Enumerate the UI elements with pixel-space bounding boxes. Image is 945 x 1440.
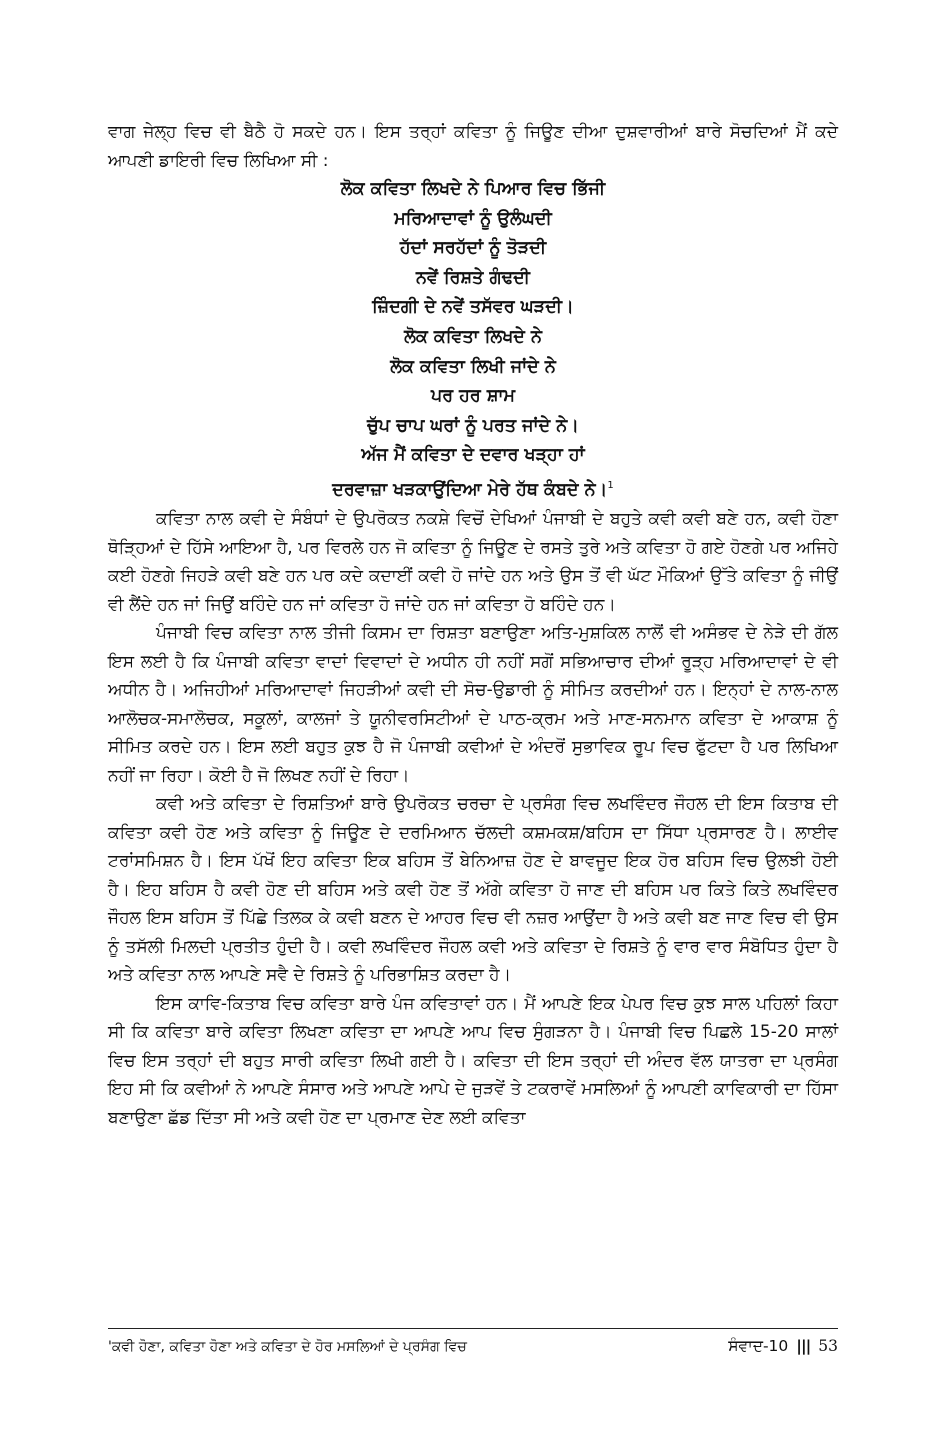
poem-line: ਨਵੇਂ ਰਿਸ਼ਤੇ ਗੰਢਦੀ	[416, 267, 530, 288]
poem-line: ਚੁੱਪ ਚਾਪ ਘਰਾਂ ਨੂੰ ਪਰਤ ਜਾਂਦੇ ਨੇ।	[367, 415, 579, 436]
journal-name: ਸੰਵਾਦ-10	[728, 1337, 789, 1355]
footnote-marker: 1	[607, 479, 614, 491]
footer-right	[728, 1337, 838, 1356]
poem-last-line	[108, 471, 838, 505]
separator-mark: |||	[796, 1337, 811, 1355]
body-paragraph: ਪੰਜਾਬੀ ਵਿਚ ਕਵਿਤਾ ਨਾਲ ਤੀਜੀ ਕਿਸਮ ਦਾ ਰਿਸ਼ਤਾ ਬਣਾਉਣਾ ਅਤਿ-ਮੁਸ਼ਕਿਲ ਨਾਲੋਂ ਵੀ ਅਸੰਭਵ ਦੇ ਨੇੜੇ ਦੀ ਗੱਲ ਇਸ ਲਈ ਹੈ ਕਿ ਪੰਜਾਬੀ ਕਵਿਤਾ ਵਾਦਾਂ ਵਿਵਾਦਾਂ ਦੇ ਅਧੀਨ ਹੀ ਨਹੀਂ ਸਗੋਂ ਸਭਿਆਚਾਰ ਦੀਆਂ ਰੂੜ੍ਹ ਮਰਿਆਦਾਵਾਂ ਦੇ ਵੀ ਅਧੀਨ ਹੈ। ਅਜਿਹੀਆਂ ਮਰਿਆਦਾਵਾਂ ਜਿਹੜੀਆਂ ਕਵੀ ਦੀ ਸੋਚ-ਉਡਾਰੀ ਨੂੰ ਸੀਮਿਤ ਕਰਦੀਆਂ ਹਨ। ਇਨ੍ਹਾਂ ਦੇ ਨਾਲ-ਨਾਲ ਆਲੋਚਕ-ਸਮਾਲੋਚਕ, ਸਕੂਲਾਂ, ਕਾਲਜਾਂ ਤੇ ਯੂਨੀਵਰਸਿਟੀਆਂ ਦੇ ਪਾਠ-ਕ੍ਰਮ ਅਤੇ ਮਾਣ-ਸਨਮਾਨ ਕਵਿਤਾ ਦੇ ਆਕਾਸ਼ ਨੂੰ ਸੀਮਿਤ ਕਰਦੇ ਹਨ। ਇਸ ਲਈ ਬਹੁਤ ਕੁਝ ਹੈ ਜੋ ਪੰਜਾਬੀ ਕਵੀਆਂ ਦੇ ਅੰਦਰੋਂ ਸੁਭਾਵਿਕ ਰੂਪ ਵਿਚ ਫੁੱਟਦਾ ਹੈ ਪਰ ਲਿਖਿਆ ਨਹੀਂ ਜਾ ਰਿਹਾ। ਕੋਈ ਹੈ ਜੋ ਲਿਖਣ ਨਹੀਂ ਦੇ ਰਿਹਾ।	[108, 623, 838, 786]
poem-line: ਮਰਿਆਦਾਵਾਂ ਨੂੰ ਉਲੰਘਦੀ	[394, 208, 552, 229]
running-title: 'ਕਵੀ ਹੋਣਾ, ਕਵਿਤਾ ਹੋਣਾ ਅਤੇ ਕਵਿਤਾ ਦੇ ਹੋਰ ਮਸਲਿਆਂ ਦੇ ਪ੍ਰਸੰਗ ਵਿਚ	[108, 1339, 467, 1355]
poem-line: ਲੋਕ ਕਵਿਤਾ ਲਿਖੀ ਜਾਂਦੇ ਨੇ	[390, 356, 556, 377]
intro-paragraph: ਵਾਗ ਜੇਲ੍ਹ ਵਿਚ ਵੀ ਬੈਠੈ ਹੋ ਸਕਦੇ ਹਨ। ਇਸ ਤਰ੍ਹਾਂ ਕਵਿਤਾ ਨੂੰ ਜਿਊਣ ਦੀਆ ਦੁਸ਼ਵਾਰੀਆਂ ਬਾਰੇ ਸੋਚਦਿਆਂ ਮੈਂ ਕਦੇ ਆਪਣੀ ਡਾਇਰੀ ਵਿਚ ਲਿਖਿਆ ਸੀ :	[108, 122, 838, 171]
footer-row	[108, 1337, 838, 1356]
poem-block	[108, 175, 838, 505]
poem-line: ਹੱਦਾਂ ਸਰਹੱਦਾਂ ਨੂੰ ਤੋੜਦੀ	[399, 238, 547, 259]
poem-line: ਜ਼ਿੰਦਗੀ ਦੇ ਨਵੇਂ ਤਸੱਵਰ ਘੜਦੀ।	[372, 297, 574, 318]
page-body	[108, 118, 838, 1132]
poem-line: ਦਰਵਾਜ਼ਾ ਖੜਕਾਉਂਦਿਆ ਮੇਰੇ ਹੱਥ ਕੰਬਦੇ ਨੇ।	[332, 479, 608, 500]
poem-line: ਲੋਕ ਕਵਿਤਾ ਲਿਖਦੇ ਨੇ ਪਿਆਰ ਵਿਚ ਭਿੱਜੀ	[340, 179, 606, 199]
footer-divider	[108, 1328, 838, 1329]
body-paragraph: ਕਵਿਤਾ ਨਾਲ ਕਵੀ ਦੇ ਸੰਬੰਧਾਂ ਦੇ ਉਪਰੋਕਤ ਨਕਸ਼ੇ ਵਿਚੋਂ ਦੇਖਿਆਂ ਪੰਜਾਬੀ ਦੇ ਬਹੁਤੇ ਕਵੀ ਕਵੀ ਬਣੇ ਹਨ, ਕਵੀ ਹੋਣਾ ਥੋੜ੍ਹਿਆਂ ਦੇ ਹਿੱਸੇ ਆਇਆ ਹੈ, ਪਰ ਵਿਰਲੇ ਹਨ ਜੋ ਕਵਿਤਾ ਨੂੰ ਜਿਊਣ ਦੇ ਰਸਤੇ ਤੁਰੇ ਅਤੇ ਕਵਿਤਾ ਹੋ ਗਏ ਹੋਣਗੇ ਪਰ ਅਜਿਹੇ ਕਈ ਹੋਣਗੇ ਜਿਹੜੇ ਕਵੀ ਬਣੇ ਹਨ ਪਰ ਕਦੇ ਕਦਾਈਂ ਕਵੀ ਹੋ ਜਾਂਦੇ ਹਨ ਅਤੇ ਉਸ ਤੋਂ ਵੀ ਘੱਟ ਮੌਕਿਆਂ ਉੱਤੇ ਕਵਿਤਾ ਨੂੰ ਜੀਉਂ ਵੀ ਲੈਂਦੇ ਹਨ ਜਾਂ ਜਿਉਂ ਬਹਿੰਦੇ ਹਨ ਜਾਂ ਕਵਿਤਾ ਹੋ ਜਾਂਦੇ ਹਨ ਜਾਂ ਕਵਿਤਾ ਹੋ ਬਹਿੰਦੇ ਹਨ।	[108, 509, 838, 615]
poem-line: ਅੱਜ ਮੈਂ ਕਵਿਤਾ ਦੇ ਦਵਾਰ ਖੜ੍ਹਾ ਹਾਂ	[361, 445, 585, 466]
poem-line: ਪਰ ਹਰ ਸ਼ਾਮ	[430, 386, 516, 407]
poem-line: ਲੋਕ ਕਵਿਤਾ ਲਿਖਦੇ ਨੇ	[404, 326, 542, 347]
page-number: 53	[818, 1337, 838, 1355]
body-paragraph: ਇਸ ਕਾਵਿ-ਕਿਤਾਬ ਵਿਚ ਕਵਿਤਾ ਬਾਰੇ ਪੰਜ ਕਵਿਤਾਵਾਂ ਹਨ। ਮੈਂ ਆਪਣੇ ਇਕ ਪੇਪਰ ਵਿਚ ਕੁਝ ਸਾਲ ਪਹਿਲਾਂ ਕਿਹਾ ਸੀ ਕਿ ਕਵਿਤਾ ਬਾਰੇ ਕਵਿਤਾ ਲਿਖਣਾ ਕਵਿਤਾ ਦਾ ਆਪਣੇ ਆਪ ਵਿਚ ਸੁੰਗੜਨਾ ਹੈ। ਪੰਜਾਬੀ ਵਿਚ ਪਿਛਲੇ 15-20 ਸਾਲਾਂ ਵਿਚ ਇਸ ਤਰ੍ਹਾਂ ਦੀ ਬਹੁਤ ਸਾਰੀ ਕਵਿਤਾ ਲਿਖੀ ਗਈ ਹੈ। ਕਵਿਤਾ ਦੀ ਇਸ ਤਰ੍ਹਾਂ ਦੀ ਅੰਦਰ ਵੱਲ ਯਾਤਰਾ ਦਾ ਪ੍ਰਸੰਗ ਇਹ ਸੀ ਕਿ ਕਵੀਆਂ ਨੇ ਆਪਣੇ ਸੰਸਾਰ ਅਤੇ ਆਪਣੇ ਆਪੇ ਦੇ ਜੁੜਵੇਂ ਤੇ ਟਕਰਾਵੇਂ ਮਸਲਿਆਂ ਨੂੰ ਆਪਣੀ ਕਾਵਿਕਾਰੀ ਦਾ ਹਿੱਸਾ ਬਣਾਉਣਾ ਛੱਡ ਦਿੱਤਾ ਸੀ ਅਤੇ ਕਵੀ ਹੋਣ ਦਾ ਪ੍ਰਮਾਣ ਦੇਣ ਲਈ ਕਵਿਤਾ	[108, 993, 838, 1128]
page-footer	[108, 1328, 838, 1356]
body-paragraph: ਕਵੀ ਅਤੇ ਕਵਿਤਾ ਦੇ ਰਿਸ਼ਤਿਆਂ ਬਾਰੇ ਉਪਰੋਕਤ ਚਰਚਾ ਦੇ ਪ੍ਰਸੰਗ ਵਿਚ ਲਖਵਿੰਦਰ ਜੌਹਲ ਦੀ ਇਸ ਕਿਤਾਬ ਦੀ ਕਵਿਤਾ ਕਵੀ ਹੋਣ ਅਤੇ ਕਵਿਤਾ ਨੂੰ ਜਿਊਣ ਦੇ ਦਰਮਿਆਨ ਚੱਲਦੀ ਕਸ਼ਮਕਸ਼/ਬਹਿਸ ਦਾ ਸਿੱਧਾ ਪ੍ਰਸਾਰਣ ਹੈ। ਲਾਈਵ ਟਰਾਂਸਮਿਸ਼ਨ ਹੈ। ਇਸ ਪੱਖੋਂ ਇਹ ਕਵਿਤਾ ਇਕ ਬਹਿਸ ਤੋਂ ਬੇਨਿਆਜ਼ ਹੋਣ ਦੇ ਬਾਵਜੂਦ ਇਕ ਹੋਰ ਬਹਿਸ ਵਿਚ ਉਲਝੀ ਹੋਈ ਹੈ। ਇਹ ਬਹਿਸ ਹੈ ਕਵੀ ਹੋਣ ਦੀ ਬਹਿਸ ਅਤੇ ਕਵੀ ਹੋਣ ਤੋਂ ਅੱਗੇ ਕਵਿਤਾ ਹੋ ਜਾਣ ਦੀ ਬਹਿਸ ਪਰ ਕਿਤੇ ਕਿਤੇ ਲਖਵਿੰਦਰ ਜੌਹਲ ਇਸ ਬਹਿਸ ਤੋਂ ਪਿੱਛੇ ਤਿਲਕ ਕੇ ਕਵੀ ਬਣਨ ਦੇ ਆਹਰ ਵਿਚ ਵੀ ਨਜ਼ਰ ਆਉਂਦਾ ਹੈ ਅਤੇ ਕਵੀ ਬਣ ਜਾਣ ਵਿਚ ਵੀ ਉਸ ਨੂੰ ਤਸੱਲੀ ਮਿਲਦੀ ਪ੍ਰਤੀਤ ਹੁੰਦੀ ਹੈ। ਕਵੀ ਲਖਵਿੰਦਰ ਜੌਹਲ ਕਵੀ ਅਤੇ ਕਵਿਤਾ ਦੇ ਰਿਸ਼ਤੇ ਨੂੰ ਵਾਰ ਵਾਰ ਸੰਬੋਧਿਤ ਹੁੰਦਾ ਹੈ ਅਤੇ ਕਵਿਤਾ ਨਾਲ ਆਪਣੇ ਸਵੈ ਦੇ ਰਿਸ਼ਤੇ ਨੂੰ ਪਰਿਭਾਸ਼ਿਤ ਕਰਦਾ ਹੈ।	[108, 794, 838, 986]
